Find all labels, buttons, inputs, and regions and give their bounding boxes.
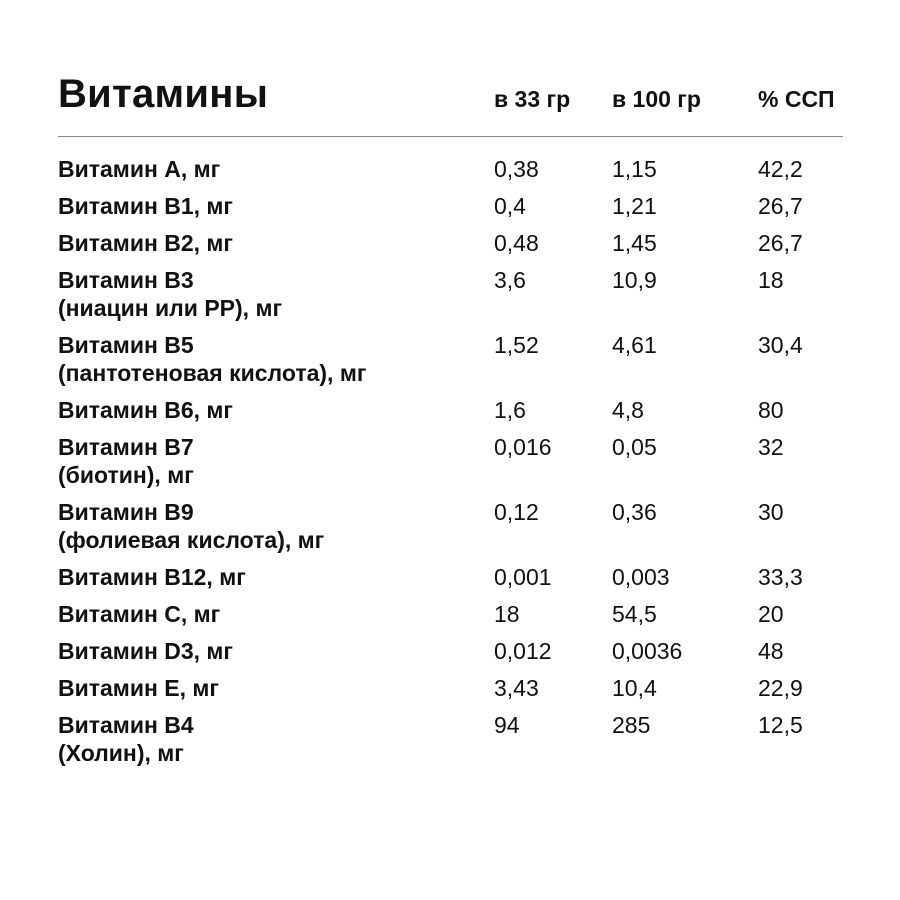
table-row (58, 637, 843, 665)
value-rdi-percent: 26,7 (758, 193, 803, 219)
nutrient-name (58, 498, 478, 554)
nutrient-name-line: Витамин B4 (58, 712, 194, 738)
value-100g: 1,21 (612, 193, 657, 219)
table-row (58, 433, 843, 489)
value-100g: 4,8 (612, 397, 644, 423)
nutrient-name-line: Витамин B7 (58, 434, 194, 460)
value-33g: 94 (494, 712, 520, 738)
value-rdi-percent: 20 (758, 601, 784, 627)
table-row (58, 600, 843, 628)
column-header-100g: в 100 гр (612, 86, 701, 112)
nutrient-name-line: Витамин B12, мг (58, 564, 246, 590)
value-100g: 10,9 (612, 267, 657, 293)
value-100g: 1,45 (612, 230, 657, 256)
value-33g: 3,6 (494, 267, 526, 293)
value-33g: 3,43 (494, 675, 539, 701)
value-33g: 18 (494, 601, 520, 627)
value-rdi-percent: 32 (758, 434, 784, 460)
table-row (58, 674, 843, 702)
nutrient-name (58, 331, 478, 387)
nutrient-name-line: Витамин B3 (58, 267, 194, 293)
value-100g: 4,61 (612, 332, 657, 358)
nutrient-name (58, 433, 478, 489)
value-rdi-percent: 22,9 (758, 675, 803, 701)
value-rdi-percent: 18 (758, 267, 784, 293)
nutrient-name (58, 637, 478, 665)
value-33g: 1,6 (494, 397, 526, 423)
nutrient-name (58, 192, 478, 220)
table-header (58, 70, 843, 137)
nutrient-name-line: Витамин B6, мг (58, 397, 234, 423)
table-title: Витамины (58, 72, 269, 116)
nutrient-name-line: (фолиевая кислота), мг (58, 527, 325, 553)
value-rdi-percent: 48 (758, 638, 784, 664)
nutrient-name-line: (биотин), мг (58, 462, 194, 488)
value-rdi-percent: 12,5 (758, 712, 803, 738)
value-rdi-percent: 80 (758, 397, 784, 423)
value-33g: 0,016 (494, 434, 552, 460)
nutrient-name-line: Витамин B9 (58, 499, 194, 525)
nutrient-name-line: Витамин E, мг (58, 675, 219, 701)
value-33g: 0,012 (494, 638, 552, 664)
nutrient-name-line: (ниацин или PP), мг (58, 295, 283, 321)
table-row (58, 155, 843, 183)
value-100g: 10,4 (612, 675, 657, 701)
nutrient-name-line: Витамин B5 (58, 332, 194, 358)
value-33g: 0,48 (494, 230, 539, 256)
nutrient-name-line: Витамин B2, мг (58, 230, 234, 256)
table-row (58, 498, 843, 554)
value-100g: 0,003 (612, 564, 670, 590)
nutrient-name (58, 229, 478, 257)
column-header-rdi-percent: % ССП (758, 86, 835, 112)
value-100g: 0,05 (612, 434, 657, 460)
value-33g: 0,38 (494, 156, 539, 182)
nutrient-name (58, 711, 478, 767)
nutrient-name-line: Витамин C, мг (58, 601, 221, 627)
nutrient-name-line: (пантотеновая кислота), мг (58, 360, 367, 386)
table-row (58, 711, 843, 767)
table-row (58, 331, 843, 387)
value-100g: 0,36 (612, 499, 657, 525)
value-33g: 0,4 (494, 193, 526, 219)
table-row (58, 229, 843, 257)
nutrient-name-line: Витамин B1, мг (58, 193, 234, 219)
value-100g: 1,15 (612, 156, 657, 182)
table-row (58, 563, 843, 591)
value-rdi-percent: 42,2 (758, 156, 803, 182)
nutrient-name (58, 155, 478, 183)
nutrient-name (58, 563, 478, 591)
vitamins-table (58, 70, 843, 776)
value-rdi-percent: 26,7 (758, 230, 803, 256)
column-header-33g: в 33 гр (494, 86, 571, 112)
nutrient-name-line: Витамин D3, мг (58, 638, 234, 664)
nutrient-name-line: Витамин A, мг (58, 156, 221, 182)
value-33g: 0,12 (494, 499, 539, 525)
table-row (58, 266, 843, 322)
nutrient-name (58, 600, 478, 628)
value-33g: 1,52 (494, 332, 539, 358)
nutrient-name (58, 674, 478, 702)
nutrient-name (58, 266, 478, 322)
nutrient-name-line: (Холин), мг (58, 740, 184, 766)
value-33g: 0,001 (494, 564, 552, 590)
value-100g: 54,5 (612, 601, 657, 627)
value-100g: 0,0036 (612, 638, 683, 664)
table-row (58, 396, 843, 424)
nutrient-name (58, 396, 478, 424)
value-rdi-percent: 30,4 (758, 332, 803, 358)
value-rdi-percent: 33,3 (758, 564, 803, 590)
table-row (58, 192, 843, 220)
table-body (58, 155, 843, 767)
value-rdi-percent: 30 (758, 499, 784, 525)
value-100g: 285 (612, 712, 651, 738)
